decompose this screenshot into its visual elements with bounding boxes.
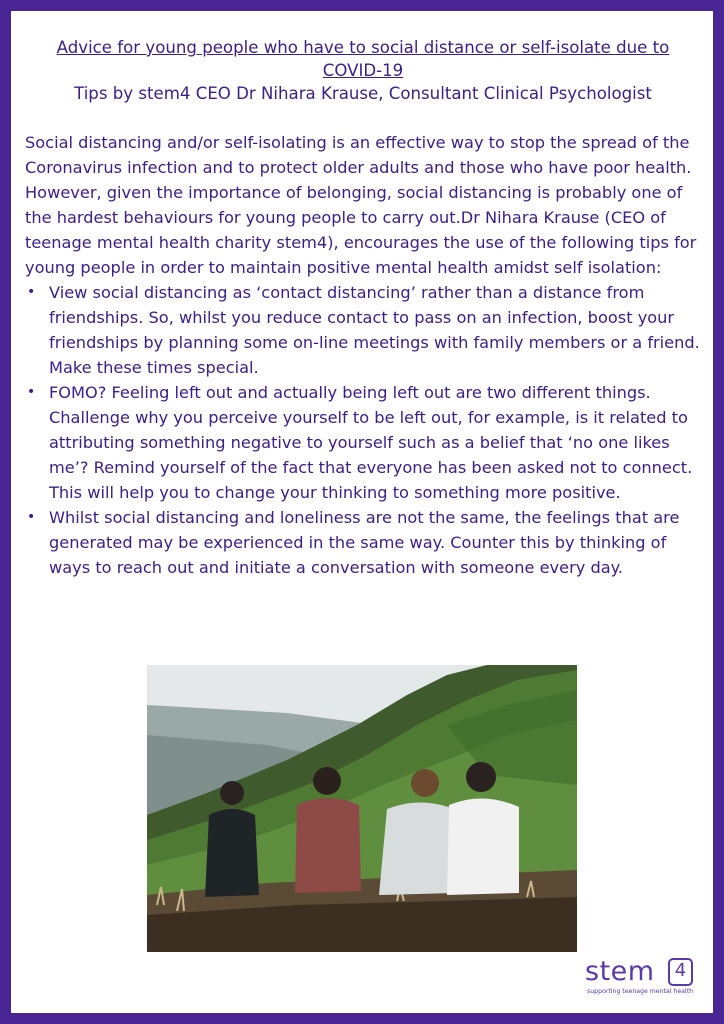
document-subtitle: Tips by stem4 CEO Dr Nihara Krause, Consultant Clinical Psychologist: [74, 84, 652, 103]
logo-tagline: supporting teenage mental health: [587, 988, 693, 995]
bullet-icon: •: [27, 284, 36, 300]
list-item: [25, 380, 701, 505]
document-title: Advice for young people who have to social distance or self-isolate due to COVID-19: [56, 38, 670, 80]
bullet-icon: •: [27, 384, 36, 400]
tip-text: Whilst social distancing and loneliness are not the same, the feelings that are generated may be experienced in the same way. Counter this by thinking of ways to reach out and initiate a conversation with someone every day.: [49, 508, 680, 577]
friends-on-hill-photo: [147, 665, 577, 952]
tip-text: FOMO? Feeling left out and actually being left out are two different things. Challenge why you perceive yourself to be left out, for example, is it related to attributing something negative to yourself such as a belief that ‘no one likes me’? Remind yourself of the fact that everyone has been asked not to connect. This will help you to change your thinking to something more positive.: [49, 383, 693, 502]
logo-number-box: 4: [668, 958, 693, 986]
tips-list: [25, 280, 701, 580]
bullet-icon: •: [27, 509, 36, 525]
tip-text: View social distancing as ‘contact distancing’ rather than a distance from friendships. So, whilst you reduce contact to pass on an infection, boost your friendships by planning some on-line meetings with family members or a friend. Make these times special.: [49, 283, 700, 377]
list-item: [25, 280, 701, 380]
list-item: [25, 505, 701, 580]
intro-paragraph: Social distancing and/or self-isolating is an effective way to stop the spread of the Coronavirus infection and to protect older adults and those who have poor health. However, given the importance of belonging, social distancing is probably one of the hardest behaviours for young people to carry out.Dr Nihara Krause (CEO of teenage mental health charity stem4), encourages the use of the following tips for young people in order to maintain positive mental health amidst self isolation:: [25, 133, 697, 277]
logo-wordmark: stem: [585, 956, 655, 987]
stem4-logo: [585, 957, 705, 1005]
document-body: [25, 36, 701, 580]
